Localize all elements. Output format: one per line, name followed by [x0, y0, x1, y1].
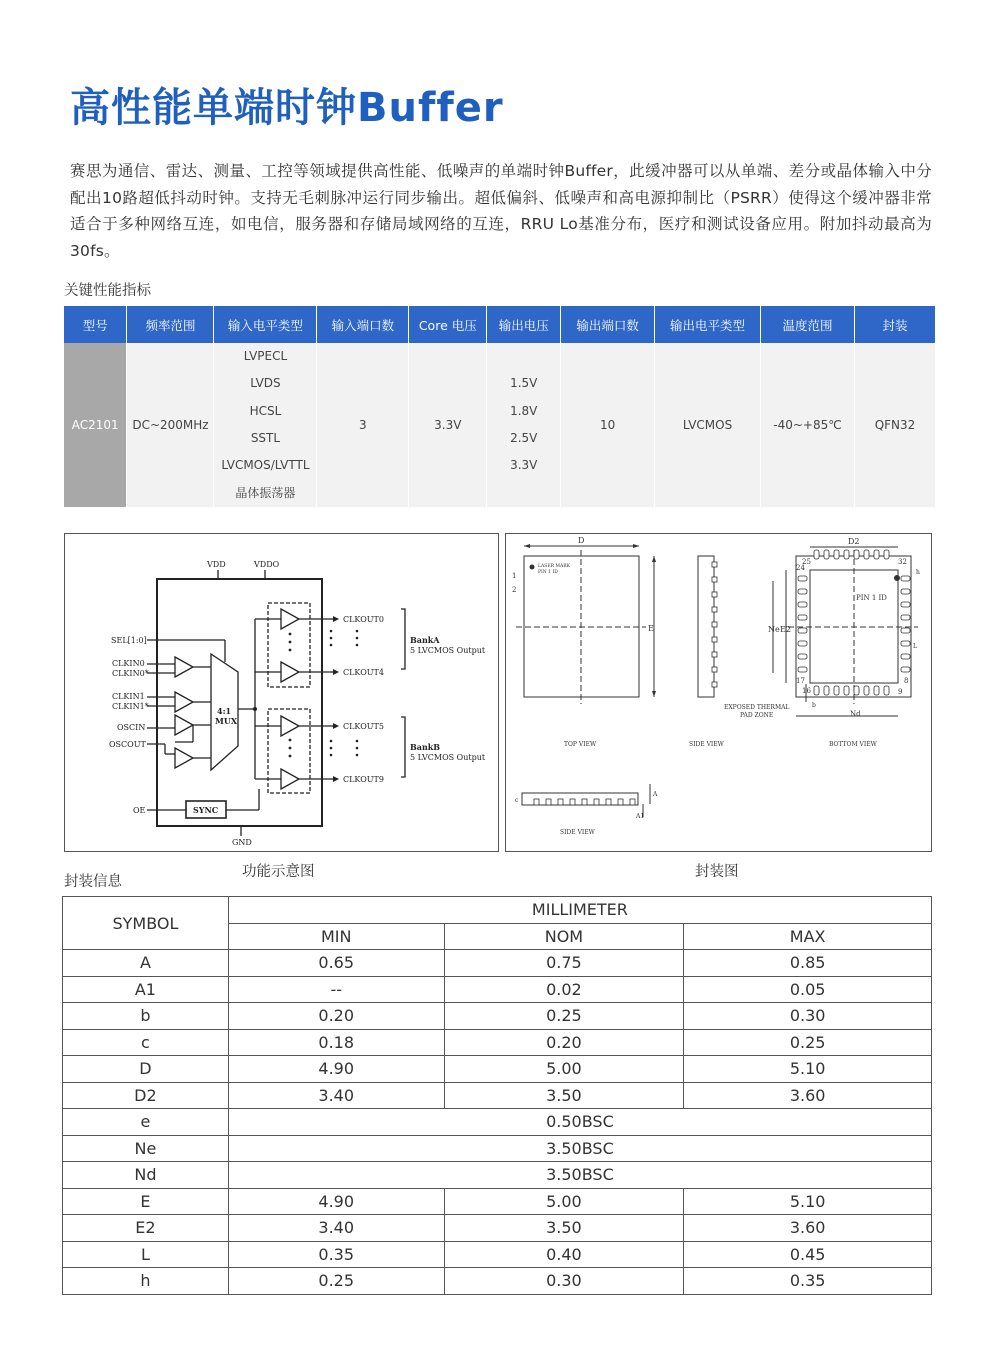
package-drawing-svg: [506, 534, 931, 851]
table-row: [63, 1109, 932, 1136]
nom-cell: 3.50: [444, 1082, 684, 1109]
dim-label-a1: A1: [636, 813, 645, 820]
table-row: [63, 1003, 932, 1030]
max-cell: 0.25: [684, 1029, 932, 1056]
kpi-output-voltages: [487, 343, 561, 507]
label-bankb: BankB: [410, 742, 441, 752]
label-mux-ratio: 4:1: [217, 706, 232, 716]
input-type-item: LVPECL: [243, 349, 288, 364]
nom-cell: 0.30: [444, 1268, 684, 1295]
block-diagram-caption: 功能示意图: [242, 864, 315, 880]
dim-label-c: c: [515, 797, 519, 804]
min-cell: 3.40: [228, 1215, 444, 1242]
symbol-cell: D: [63, 1056, 229, 1083]
min-cell: 0.20: [228, 1003, 444, 1030]
side-view-body: [698, 556, 714, 697]
max-cell: 0.05: [684, 976, 932, 1003]
kpi-input-ports: 3: [317, 343, 409, 507]
nom-cell: 0.75: [444, 950, 684, 977]
max-cell: 0.45: [684, 1241, 932, 1268]
nom-cell: 0.20: [444, 1029, 684, 1056]
min-cell: 0.65: [228, 950, 444, 977]
label-clkout5: CLKOUT5: [343, 722, 384, 731]
pin-label-24: 24: [796, 564, 805, 572]
min-cell: 0.25: [228, 1268, 444, 1295]
kpi-input-types: [214, 343, 317, 507]
symbol-cell: L: [63, 1241, 229, 1268]
dimension-table: [62, 896, 932, 1295]
label-clkout4: CLKOUT4: [343, 668, 384, 677]
kpi-freq: DC~200MHz: [127, 343, 214, 507]
pin-label-17: 17: [796, 677, 805, 685]
label-oscin: OSCIN: [117, 723, 146, 732]
bsc-value-cell: 0.50BSC: [228, 1109, 931, 1136]
input-type-item: SSTL: [250, 431, 281, 445]
pin-label-1: 1: [512, 572, 517, 580]
intro-paragraph: 赛思为通信、雷达、测量、工控等领域提供高性能、低噪声的单端时钟Buffer，此缓冲器可以从单端、差分或晶体输入中分配出10路超低抖动时钟。支持无毛刺脉冲运行同步输出。超低偏斜、低噪声和高电源抑制比（PSRR）使得这个缓冲器非常适合于多种网络互连，如电信，服务器和存储局域网络的互连，RRU Lo基准分布，医疗和测试设备应用。附加抖动最高为30fs。: [70, 162, 932, 260]
kpi-header: 输出电压: [487, 306, 561, 343]
kpi-core-voltage: 3.3V: [409, 343, 487, 507]
nom-cell: 5.00: [444, 1188, 684, 1215]
table-row: [63, 1162, 932, 1189]
nom-header: NOM: [444, 923, 684, 950]
input-type-item: 晶体振荡器: [235, 485, 296, 500]
symbol-cell: b: [63, 1003, 229, 1030]
label-oe: OE: [133, 806, 146, 815]
label-banka-desc: 5 LVCMOS Output: [410, 646, 486, 655]
symbol-cell: E2: [63, 1215, 229, 1242]
max-cell: 3.60: [684, 1082, 932, 1109]
kpi-header: 输出端口数: [561, 306, 655, 343]
dim-label-a: A: [653, 791, 658, 798]
nom-cell: 5.00: [444, 1056, 684, 1083]
label-vdd: VDD: [207, 560, 226, 569]
side-view-label-2: SIDE VIEW: [560, 829, 595, 836]
top-view-label: TOP VIEW: [564, 741, 597, 748]
label-sync: SYNC: [193, 805, 219, 815]
output-voltage-item: 3.3V: [510, 458, 538, 473]
pin-label-25: 25: [802, 558, 811, 566]
side-view-label: SIDE VIEW: [689, 741, 724, 748]
min-cell: --: [228, 976, 444, 1003]
dim-label-nd: Nd: [850, 710, 861, 718]
kpi-output-ports: 10: [561, 343, 655, 507]
dim-label-d2: D2: [848, 537, 860, 546]
exposed-pad-label-2: PAD ZONE: [740, 712, 774, 719]
kpi-output-type: LVCMOS: [655, 343, 761, 507]
pin1-id-small-label: PIN 1 ID: [538, 570, 558, 575]
symbol-cell: c: [63, 1029, 229, 1056]
label-clkin1: CLKIN1: [112, 692, 145, 701]
pin1-id-label: PIN 1 ID: [856, 594, 887, 602]
pin-label-2: 2: [512, 586, 517, 594]
dim-label-b: b: [812, 702, 816, 709]
max-header: MAX: [684, 923, 932, 950]
kpi-package: QFN32: [854, 343, 935, 507]
dim-label-ne: Ne: [768, 625, 780, 634]
symbol-cell: A: [63, 950, 229, 977]
label-bankb-desc: 5 LVCMOS Output: [410, 753, 486, 762]
package-drawing-caption: 封装图: [695, 864, 739, 880]
kpi-model: AC2101: [64, 343, 127, 507]
bottom-view-label: BOTTOM VIEW: [829, 741, 877, 748]
block-diagram-figure: [64, 533, 499, 852]
symbol-cell: E: [63, 1188, 229, 1215]
label-clkin1n: CLKIN1*: [112, 702, 149, 711]
label-gnd: GND: [232, 838, 252, 847]
dim-label-e2: E2: [780, 625, 791, 634]
symbol-cell: h: [63, 1268, 229, 1295]
unit-header: MILLIMETER: [228, 897, 931, 924]
min-cell: 4.90: [228, 1188, 444, 1215]
package-drawing-figure: [505, 533, 932, 852]
dim-label-e: E: [648, 624, 654, 633]
symbol-header: SYMBOL: [63, 897, 229, 950]
output-voltage-item: 1.8V: [510, 403, 538, 418]
output-voltage-item: 2.5V: [510, 431, 538, 445]
dim-label-d: D: [578, 536, 585, 545]
kpi-data-row: [64, 343, 936, 507]
nom-cell: 0.40: [444, 1241, 684, 1268]
dim-label-l: L: [913, 643, 917, 650]
min-cell: 0.18: [228, 1029, 444, 1056]
kpi-section-label: 关键性能指标: [64, 283, 151, 299]
symbol-cell: e: [63, 1109, 229, 1136]
input-type-item: LVCMOS/LVTTL: [221, 458, 310, 473]
bsc-value-cell: 3.50BSC: [228, 1162, 931, 1189]
label-vddo: VDDO: [254, 560, 280, 569]
pin-label-16: 16: [802, 687, 811, 695]
kpi-header: 封装: [854, 306, 935, 343]
table-row: [63, 1215, 932, 1242]
max-cell: 5.10: [684, 1056, 932, 1083]
label-clkin0n: CLKIN0*: [112, 669, 149, 678]
symbol-cell: D2: [63, 1082, 229, 1109]
nom-cell: 3.50: [444, 1215, 684, 1242]
kpi-header: 频率范围: [127, 306, 214, 343]
min-cell: 0.35: [228, 1241, 444, 1268]
kpi-header-row: [64, 306, 936, 343]
input-type-item: HCSL: [249, 403, 282, 418]
page-title: 高性能单端时钟Buffer: [70, 85, 504, 131]
label-clkin0: CLKIN0: [112, 659, 145, 668]
kpi-header: Core 电压: [409, 306, 487, 343]
pin-label-32: 32: [898, 558, 907, 566]
kpi-table: [64, 306, 936, 507]
kpi-header: 型号: [64, 306, 127, 343]
symbol-cell: Ne: [63, 1135, 229, 1162]
table-row: [63, 1241, 932, 1268]
table-row: [63, 1268, 932, 1295]
table-row: [63, 1029, 932, 1056]
max-cell: 0.85: [684, 950, 932, 977]
label-oscout: OSCOUT: [109, 740, 146, 749]
kpi-header: 输入电平类型: [214, 306, 317, 343]
kpi-header: 输出电平类型: [655, 306, 761, 343]
table-row: [63, 1082, 932, 1109]
dimension-header-row: [63, 897, 932, 924]
input-type-item: LVDS: [250, 376, 281, 391]
exposed-pad-label-1: EXPOSED THERMAL: [724, 704, 790, 711]
nom-cell: 0.02: [444, 976, 684, 1003]
bsc-value-cell: 3.50BSC: [228, 1135, 931, 1162]
max-cell: 0.35: [684, 1268, 932, 1295]
max-cell: 0.30: [684, 1003, 932, 1030]
label-mux: MUX: [215, 716, 238, 726]
symbol-cell: Nd: [63, 1162, 229, 1189]
symbol-cell: A1: [63, 976, 229, 1003]
label-clkout0: CLKOUT0: [343, 615, 384, 624]
pin-label-8: 8: [904, 677, 909, 685]
chip-body: [157, 579, 322, 826]
table-row: [63, 976, 932, 1003]
table-row: [63, 1188, 932, 1215]
laser-mark-label: LASER MARK: [538, 564, 571, 569]
pin-label-9: 9: [898, 688, 903, 696]
kpi-temp: -40~+85℃: [761, 343, 855, 507]
min-cell: 4.90: [228, 1056, 444, 1083]
label-sel: SEL[1:0]: [111, 636, 147, 645]
output-voltage-item: 1.5V: [510, 376, 538, 391]
table-row: [63, 1056, 932, 1083]
table-row: [63, 950, 932, 977]
block-diagram-svg: [65, 534, 498, 851]
table-row: [63, 1135, 932, 1162]
kpi-header: 温度范围: [761, 306, 855, 343]
label-banka: BankA: [410, 635, 440, 645]
min-header: MIN: [228, 923, 444, 950]
max-cell: 3.60: [684, 1215, 932, 1242]
label-clkout9: CLKOUT9: [343, 775, 384, 784]
max-cell: 5.10: [684, 1188, 932, 1215]
nom-cell: 0.25: [444, 1003, 684, 1030]
min-cell: 3.40: [228, 1082, 444, 1109]
package-info-label: 封装信息: [64, 874, 122, 890]
kpi-header: 输入端口数: [317, 306, 409, 343]
dim-label-h: h: [916, 569, 920, 576]
